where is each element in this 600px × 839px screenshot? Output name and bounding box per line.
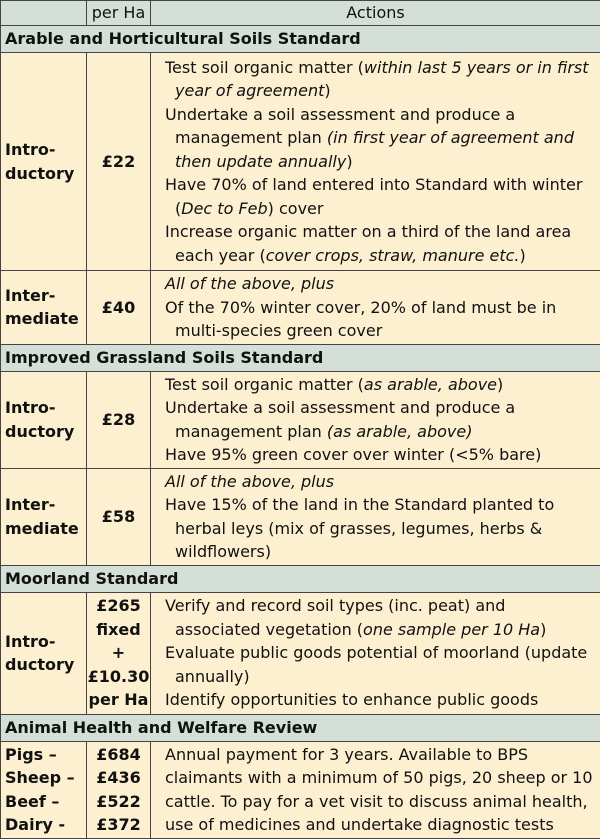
level-label-line: Beef – [5, 790, 86, 814]
action-text: Test soil organic matter ( [165, 375, 364, 394]
level-label-line: mediate [5, 517, 86, 541]
section-header [1, 26, 600, 53]
action-text: ) [497, 375, 503, 394]
action-text: Of the 70% winter cover, 20% of land must be in multi-species green cover [165, 298, 556, 341]
action-item [165, 103, 596, 174]
actions-cell [151, 592, 600, 714]
action-text-italic: (in first year of agreement and then update annually [175, 128, 574, 171]
action-text-italic: All of the above, plus [165, 472, 334, 491]
action-item [165, 296, 596, 343]
payment-rate-line: £436 [87, 766, 150, 790]
action-text: ) cover [268, 199, 324, 218]
table-row [1, 371, 600, 468]
action-text-italic: cover crops, straw, manure etc. [266, 246, 520, 265]
level-label-line: Pigs – [5, 743, 86, 767]
action-text: Evaluate public goods potential of moorland (update annually) [165, 643, 587, 686]
action-text: Undertake a soil assessment and produce a management plan [165, 105, 515, 148]
action-item [165, 56, 596, 103]
section-title: Moorland Standard [1, 565, 600, 592]
level-label-line: Intro- [5, 396, 86, 420]
table-row [1, 468, 600, 565]
actions-cell [151, 271, 600, 345]
actions-cell [151, 53, 600, 271]
level-label-line: Inter- [5, 493, 86, 517]
section-title: Improved Grassland Soils Standard [1, 344, 600, 371]
action-text: Have 95% green cover over winter (<5% bare) [165, 445, 541, 464]
action-text: Have 70% of land entered into Standard with winter ( [165, 175, 582, 218]
payment-rate [87, 592, 151, 714]
header-blank [1, 1, 87, 26]
section-title: Animal Health and Welfare Review [1, 714, 600, 741]
action-item [165, 373, 596, 397]
action-item [165, 743, 596, 837]
payment-rate [87, 271, 151, 345]
action-text: ) [324, 81, 330, 100]
table-row [1, 741, 600, 838]
section-header [1, 565, 600, 592]
action-text: ) [520, 246, 526, 265]
level-label [1, 741, 87, 838]
payment-rate-line: £265 [87, 594, 150, 618]
header-per-ha: per Ha [87, 1, 151, 26]
action-item [165, 594, 596, 641]
action-text-italic: one sample per 10 Ha [363, 620, 540, 639]
action-text: Increase organic matter on a third of the land area each year ( [165, 222, 571, 265]
payment-rate-line: £28 [87, 408, 150, 432]
action-text-italic: All of the above, plus [165, 274, 334, 293]
action-text-italic: as arable, above [364, 375, 497, 394]
payment-rate [87, 53, 151, 271]
standards-table-body [1, 1, 600, 839]
action-text: Test soil organic matter ( [165, 58, 364, 77]
table-row [1, 53, 600, 271]
level-label-line: Dairy - [5, 813, 86, 837]
level-label [1, 468, 87, 565]
payment-rate-line: per Ha [87, 688, 150, 712]
payment-rate-line: £10.30 [87, 665, 150, 689]
table-row [1, 271, 600, 345]
level-label-line: mediate [5, 307, 86, 331]
action-text: Identify opportunities to enhance public goods [165, 690, 538, 709]
action-item [165, 173, 596, 220]
actions-cell [151, 741, 600, 838]
action-text: Have 15% of the land in the Standard planted to herbal leys (mix of grasses, legumes, herbs & wildflowers) [165, 495, 554, 561]
level-label-line: Intro- [5, 138, 86, 162]
level-label [1, 592, 87, 714]
payment-rate-line: £58 [87, 505, 150, 529]
section-title: Arable and Horticultural Soils Standard [1, 26, 600, 53]
action-item [165, 220, 596, 267]
level-label-line: ductory [5, 420, 86, 444]
actions-cell [151, 371, 600, 468]
action-text-italic: within last 5 years or in first year of agreement [175, 58, 589, 101]
payment-rate-line: £40 [87, 296, 150, 320]
header-row [1, 1, 600, 26]
level-label-line: ductory [5, 653, 86, 677]
action-text: ) [540, 620, 546, 639]
level-label [1, 371, 87, 468]
action-text-italic: Dec to Feb [181, 199, 267, 218]
action-item [165, 443, 596, 467]
payment-rate-line: fixed + [87, 618, 150, 665]
action-text: Annual payment for 3 years. Available to BPS claimants with a minimum of 50 pigs, 20 sheep or 10 cattle. To pay for a vet visit to discuss animal health, use of medicines and undertake diagnostic tests [165, 745, 593, 835]
payment-rate [87, 371, 151, 468]
section-header [1, 344, 600, 371]
action-item [165, 493, 596, 564]
action-item [165, 470, 596, 494]
level-label-line: ductory [5, 162, 86, 186]
action-text: ) [346, 152, 352, 171]
payment-rate-line: £684 [87, 743, 150, 767]
action-item [165, 688, 596, 712]
action-item [165, 396, 596, 443]
payment-rate-line: £22 [87, 150, 150, 174]
action-text: Verify and record soil types (inc. peat) and associated vegetation ( [165, 596, 505, 639]
payment-rate-line: £372 [87, 813, 150, 837]
actions-cell [151, 468, 600, 565]
level-label [1, 53, 87, 271]
level-label-line: Intro- [5, 630, 86, 654]
action-text-italic: (as arable, above) [327, 422, 473, 441]
payment-rate [87, 741, 151, 838]
level-label-line: Inter- [5, 284, 86, 308]
level-label-line: Sheep – [5, 766, 86, 790]
level-label [1, 271, 87, 345]
header-actions: Actions [151, 1, 600, 26]
payment-rate [87, 468, 151, 565]
section-header [1, 714, 600, 741]
table-row [1, 592, 600, 714]
action-item [165, 641, 596, 688]
action-text: Undertake a soil assessment and produce a management plan [165, 398, 515, 441]
action-item [165, 272, 596, 296]
payment-rate-line: £522 [87, 790, 150, 814]
